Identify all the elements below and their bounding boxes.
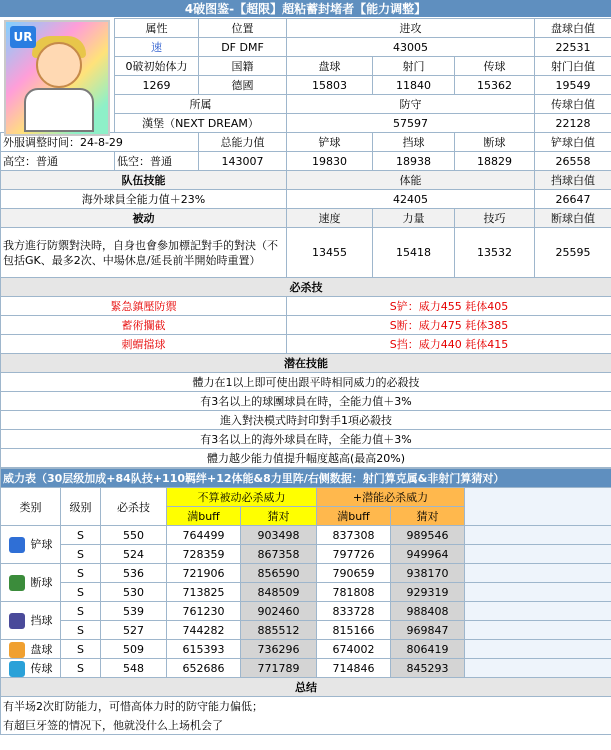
intercept-white-value: 25595 — [535, 228, 611, 278]
passive-value: 我方進行防禦對決時，自身也會參加標記對手的對決（不包括GK、最多2次、中場休息/延長前半開始時重置） — [1, 228, 287, 278]
stamina-value: 42405 — [287, 190, 535, 209]
potential-full-buff: 714846 — [317, 659, 391, 678]
h-guess: 猜对 — [391, 507, 465, 526]
potential-full-buff: 815166 — [317, 621, 391, 640]
h-skill: 必杀技 — [101, 488, 167, 526]
spacer-cell — [465, 564, 611, 583]
skill-power: 524 — [101, 545, 167, 564]
h-intercept-white: 断球白值 — [535, 209, 611, 228]
h-init-stamina: 0破初始体力 — [115, 57, 199, 76]
full-buff: 761230 — [167, 602, 241, 621]
potential-guess: 989546 — [391, 526, 465, 545]
summary-line: 有超巨牙签的情况下，他就没什么上场机会了 — [1, 716, 611, 735]
h-pass-white: 传球白值 — [535, 95, 611, 114]
h-type: 类别 — [1, 488, 61, 526]
h-speed: 速度 — [287, 209, 373, 228]
spacer-cell — [465, 602, 611, 621]
h-level: 级别 — [61, 488, 101, 526]
h-technique: 技巧 — [455, 209, 535, 228]
potential-line: 有3名以上的球團球員在時，全能力值＋3% — [1, 392, 611, 411]
special-skill-desc: S铲：威力455 耗体405 — [287, 297, 611, 316]
h-block-white: 挡球白值 — [535, 171, 611, 190]
skill-power: 536 — [101, 564, 167, 583]
dribble-value: 15803 — [287, 76, 373, 95]
potential-guess: 969847 — [391, 621, 465, 640]
guess: 902460 — [241, 602, 317, 621]
guess: 856590 — [241, 564, 317, 583]
level: S — [61, 564, 101, 583]
potential-full-buff: 790659 — [317, 564, 391, 583]
h-passive: 被动 — [1, 209, 287, 228]
potential-line: 體力在1以上即可使出跟平時相同威力的必殺技 — [1, 373, 611, 392]
level: S — [61, 640, 101, 659]
special-skill-name: 蓄術攔截 — [1, 316, 287, 335]
level: S — [61, 583, 101, 602]
level: S — [61, 659, 101, 678]
page-title: 4破图鉴-【超限】超粘蓄封堵者【能力调整】 — [0, 0, 611, 18]
potential-full-buff: 833728 — [317, 602, 391, 621]
block-white-value: 26647 — [535, 190, 611, 209]
h-attack: 进攻 — [287, 19, 535, 38]
team-skill-value: 海外球員全能力值＋23% — [1, 190, 287, 209]
defense-value: 57597 — [287, 114, 535, 133]
h-power: 力量 — [373, 209, 455, 228]
h-total: 总能力值 — [199, 133, 287, 152]
potential-full-buff: 837308 — [317, 526, 391, 545]
skill-power: 530 — [101, 583, 167, 602]
h-club: 所属 — [115, 95, 287, 114]
potential-header: 潜在技能 — [1, 354, 611, 373]
spacer-cell — [465, 659, 611, 678]
h-ball-white: 盘球白值 — [535, 19, 611, 38]
category-pass — [1, 659, 61, 678]
pos-value: DF DMF — [199, 38, 287, 57]
summary-header: 总结 — [1, 678, 611, 697]
high-air: 高空：普通 — [1, 152, 115, 171]
h-tackle: 铲球 — [287, 133, 373, 152]
technique-value: 13532 — [455, 228, 535, 278]
spacer-cell — [465, 526, 611, 545]
full-buff: 721906 — [167, 564, 241, 583]
update-time: 外服调整时间：24-8-29 — [1, 133, 199, 152]
h-pass: 传球 — [455, 57, 535, 76]
level: S — [61, 545, 101, 564]
h-attr: 属性 — [115, 19, 199, 38]
potential-line: 體力越少能力值提升幅度越高(最高20%) — [1, 449, 611, 468]
full-buff: 764499 — [167, 526, 241, 545]
category-dribble — [1, 640, 61, 659]
special-skill-desc: S挡：威力440 耗体415 — [287, 335, 611, 354]
h-block: 挡球 — [373, 133, 455, 152]
pass-icon — [9, 661, 25, 677]
h-shoot-white: 射门白值 — [535, 57, 611, 76]
skill-power: 548 — [101, 659, 167, 678]
h-full-buff: 满buff — [317, 507, 391, 526]
intercept-icon — [9, 575, 25, 591]
spacer-col — [465, 488, 611, 526]
h-team-skill: 队伍技能 — [1, 171, 287, 190]
club-value: 漢堡（NEXT DREAM） — [115, 114, 287, 133]
category-label: 传球 — [30, 661, 53, 675]
guess: 867358 — [241, 545, 317, 564]
category-intercept — [1, 564, 61, 602]
nation-value: 德國 — [199, 76, 287, 95]
special-skill-name: 緊急鎮壓防禦 — [1, 297, 287, 316]
guess: 771789 — [241, 659, 317, 678]
init-stamina-value: 1269 — [115, 76, 199, 95]
total-value: 143007 — [199, 152, 287, 171]
full-buff: 615393 — [167, 640, 241, 659]
full-buff: 728359 — [167, 545, 241, 564]
category-label: 挡球 — [30, 614, 53, 627]
potential-guess: 845293 — [391, 659, 465, 678]
potential-guess: 929319 — [391, 583, 465, 602]
potential-guess: 949964 — [391, 545, 465, 564]
guess: 885512 — [241, 621, 317, 640]
category-label: 铲球 — [30, 538, 53, 551]
ball-white-value: 22531 — [535, 38, 611, 57]
skill-power: 539 — [101, 602, 167, 621]
h-pos: 位置 — [199, 19, 287, 38]
spacer-cell — [465, 640, 611, 659]
full-buff: 652686 — [167, 659, 241, 678]
player-avatar — [4, 20, 110, 136]
potential-line: 進入對決模式時封印對手1項必殺技 — [1, 411, 611, 430]
shoot-white-value: 19549 — [535, 76, 611, 95]
special-header: 必杀技 — [1, 278, 611, 297]
potential-guess: 806419 — [391, 640, 465, 659]
spacer-cell — [465, 545, 611, 564]
power-value: 15418 — [373, 228, 455, 278]
skill-power: 509 — [101, 640, 167, 659]
guess: 903498 — [241, 526, 317, 545]
rarity-badge: UR — [10, 26, 36, 48]
level: S — [61, 526, 101, 545]
h-guess: 猜对 — [241, 507, 317, 526]
summary-line: 有半场2次盯防能力，可惜高体力时的防守能力偏低； — [1, 697, 611, 716]
potential-full-buff: 674002 — [317, 640, 391, 659]
player-body — [24, 88, 94, 132]
h-defense: 防守 — [287, 95, 535, 114]
block-icon — [9, 613, 25, 629]
guess: 848509 — [241, 583, 317, 602]
spacer-cell — [465, 583, 611, 602]
player-face — [36, 42, 82, 88]
spacer-cell — [465, 621, 611, 640]
category-label: 盘球 — [30, 642, 53, 656]
h-intercept: 断球 — [455, 133, 535, 152]
power-table-title: 威力表（30层级加成+84队技+110羁绊+12体能&8力里阵/右侧数据：射门算克属&非射门算猜对） — [1, 469, 611, 488]
guess: 736296 — [241, 640, 317, 659]
skill-power: 550 — [101, 526, 167, 545]
potential-line: 有3名以上的海外球員在時，全能力值＋3% — [1, 430, 611, 449]
special-skill-desc: S断：威力475 耗体385 — [287, 316, 611, 335]
tackle-icon — [9, 537, 25, 553]
intercept-value: 18829 — [455, 152, 535, 171]
h-nation: 国籍 — [199, 57, 287, 76]
h-full-buff: 满buff — [167, 507, 241, 526]
h-stamina: 体能 — [287, 171, 535, 190]
full-buff: 713825 — [167, 583, 241, 602]
potential-guess: 988408 — [391, 602, 465, 621]
block-value: 18938 — [373, 152, 455, 171]
group-potential: +潜能必杀威力 — [317, 488, 465, 507]
h-dribble: 盘球 — [287, 57, 373, 76]
potential-guess: 938170 — [391, 564, 465, 583]
full-buff: 744282 — [167, 621, 241, 640]
shoot-value: 11840 — [373, 76, 455, 95]
group-no-passive: 不算被动必杀威力 — [167, 488, 317, 507]
pass-value: 15362 — [455, 76, 535, 95]
potential-full-buff: 781808 — [317, 583, 391, 602]
pass-white-value: 22128 — [535, 114, 611, 133]
tackle-value: 19830 — [287, 152, 373, 171]
category-label: 断球 — [30, 576, 53, 589]
category-block — [1, 602, 61, 640]
level: S — [61, 621, 101, 640]
dribble-icon — [9, 642, 25, 658]
low-air: 低空：普通 — [115, 152, 199, 171]
potential-full-buff: 797726 — [317, 545, 391, 564]
level: S — [61, 602, 101, 621]
power-table — [0, 468, 611, 735]
h-tackle-white: 铲球白值 — [535, 133, 611, 152]
special-skill-name: 刺蝟擋球 — [1, 335, 287, 354]
attack-value: 43005 — [287, 38, 535, 57]
h-shoot: 射门 — [373, 57, 455, 76]
category-tackle — [1, 526, 61, 564]
tackle-white-value: 26558 — [535, 152, 611, 171]
speed-value: 13455 — [287, 228, 373, 278]
attr-value: 速 — [115, 38, 199, 57]
skill-power: 527 — [101, 621, 167, 640]
